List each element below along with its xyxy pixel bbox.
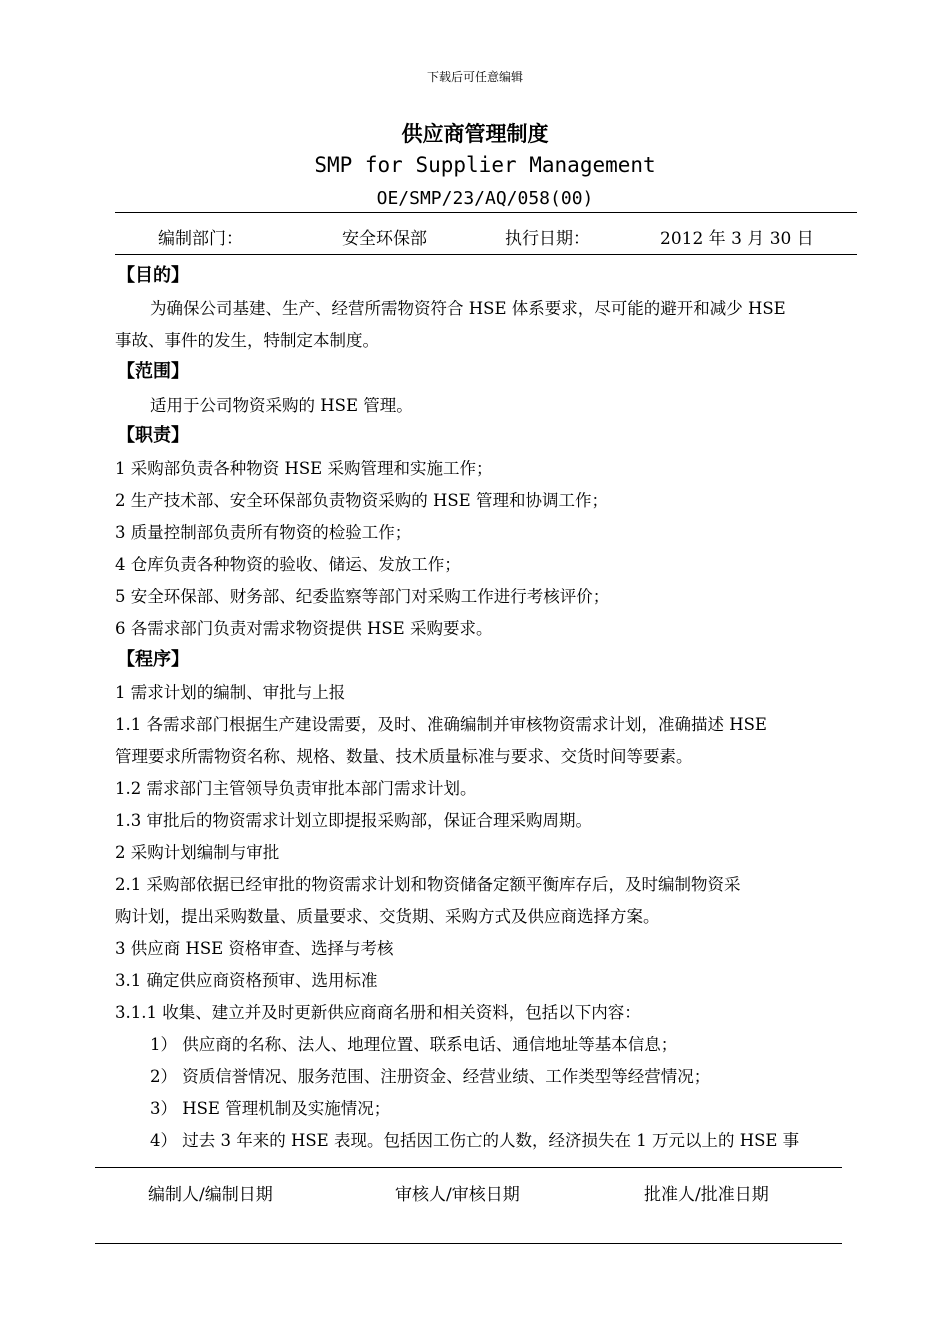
procedure-line: 3 供应商 HSE 资格审查、选择与考核 [115, 939, 394, 958]
procedure-sub-item: 2） 资质信誉情况、服务范围、注册资金、经营业绩、工作类型等经营情况； [150, 1067, 711, 1086]
section-heading-duties: 【职责】 [117, 425, 189, 446]
procedure-line: 1.1 各需求部门根据生产建设需要，及时、准确编制并审核物资需求计划，准确描述 HSE [115, 715, 767, 734]
procedure-sub-item: 1） 供应商的名称、法人、地理位置、联系电话、通信地址等基本信息； [150, 1035, 678, 1054]
duty-item: 4 仓库负责各种物资的验收、储运、发放工作； [115, 555, 461, 574]
dept-value: 安全环保部 [342, 229, 427, 249]
procedure-line: 2.1 采购部依据已经审批的物资需求计划和物资储备定额平衡库存后，及时编制物资采 [115, 875, 741, 894]
footer-bottom-divider [95, 1243, 842, 1244]
procedure-sub-item: 3） HSE 管理机制及实施情况； [150, 1099, 391, 1118]
footer-reviewer: 审核人/审核日期 [395, 1185, 520, 1205]
document-code: OE/SMP/23/AQ/058(00) [376, 188, 594, 209]
date-label: 执行日期： [505, 229, 590, 249]
dept-label: 编制部门： [158, 229, 243, 249]
date-value: 2012 年 3 月 30 日 [660, 229, 814, 249]
procedure-line: 购计划，提出采购数量、质量要求、交货期、采购方式及供应商选择方案。 [115, 907, 660, 926]
procedure-line: 3.1.1 收集、建立并及时更新供应商商名册和相关资料，包括以下内容： [115, 1003, 641, 1022]
footer-author: 编制人/编制日期 [148, 1185, 273, 1205]
footer-approver: 批准人/批准日期 [644, 1185, 769, 1205]
duty-item: 5 安全环保部、财务部、纪委监察等部门对采购工作进行考核评价； [115, 587, 610, 606]
duty-item: 3 质量控制部负责所有物资的检验工作； [115, 523, 412, 542]
duty-item: 2 生产技术部、安全环保部负责物资采购的 HSE 管理和协调工作； [115, 491, 608, 510]
procedure-line: 2 采购计划编制与审批 [115, 843, 280, 862]
section-heading-procedure: 【程序】 [117, 649, 189, 670]
procedure-line: 1.3 审批后的物资需求计划立即提报采购部，保证合理采购周期。 [115, 811, 592, 830]
title-divider [115, 212, 857, 213]
scope-line: 适用于公司物资采购的 HSE 管理。 [150, 396, 413, 415]
purpose-line: 为确保公司基建、生产、经营所需物资符合 HSE 体系要求，尽可能的避开和减少 HSE [150, 299, 786, 318]
section-heading-purpose: 【目的】 [117, 265, 189, 286]
document-title: 供应商管理制度 [401, 121, 549, 146]
procedure-line: 3.1 确定供应商资格预审、选用标准 [115, 971, 378, 990]
document-subtitle: SMP for Supplier Management [314, 153, 656, 177]
duty-item: 6 各需求部门负责对需求物资提供 HSE 采购要求。 [115, 619, 493, 638]
procedure-line: 1 需求计划的编制、审批与上报 [115, 683, 346, 702]
procedure-line: 1.2 需求部门主管领导负责审批本部门需求计划。 [115, 779, 477, 798]
footer-top-divider [95, 1167, 842, 1168]
section-heading-scope: 【范围】 [117, 361, 189, 382]
header-note: 下载后可任意编辑 [426, 70, 523, 84]
duty-item: 1 采购部负责各种物资 HSE 采购管理和实施工作； [115, 459, 493, 478]
procedure-line: 管理要求所需物资名称、规格、数量、技术质量标准与要求、交货时间等要素。 [115, 747, 693, 766]
procedure-sub-item: 4） 过去 3 年来的 HSE 表现。包括因工伤亡的人数，经济损失在 1 万元以上的 HSE 事 [150, 1131, 800, 1150]
meta-divider [115, 254, 857, 255]
purpose-line: 事故、事件的发生，特制定本制度。 [115, 331, 379, 350]
